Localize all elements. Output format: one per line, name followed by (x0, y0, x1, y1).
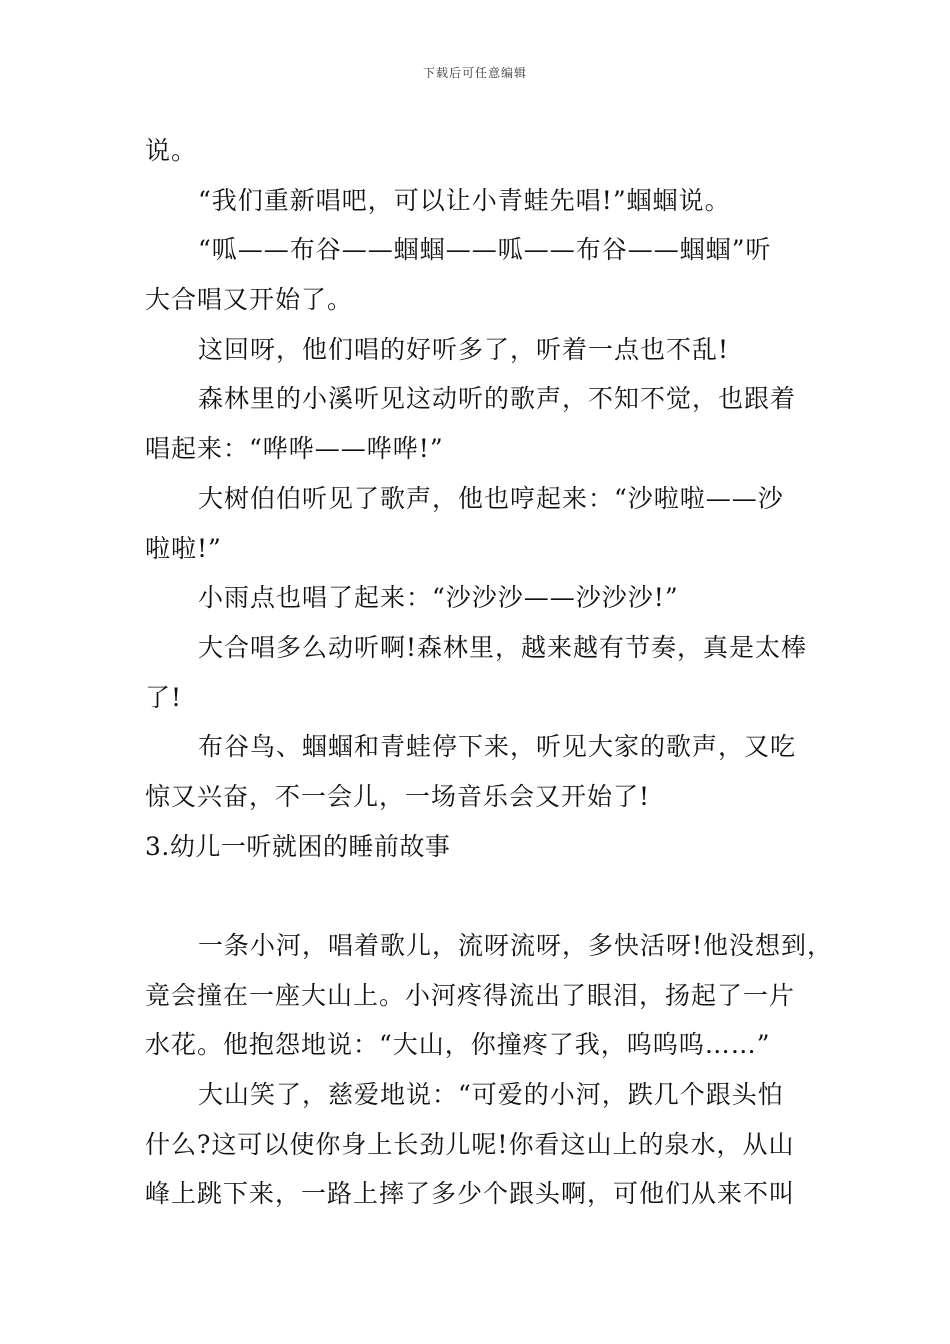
document-body (145, 126, 834, 1219)
text-line: 小雨点也唱了起来：“沙沙沙——沙沙沙!” (198, 583, 679, 613)
text-line: 什么?这可以使你身上长劲儿呢!你看这山上的泉水，从山 (145, 1129, 795, 1159)
text-line: 了! (145, 682, 183, 712)
text-line: 大合唱又开始了。 (145, 285, 354, 315)
text-line: 森林里的小溪听见这动听的歌声，不知不觉，也跟着 (198, 384, 797, 414)
text-line: 峰上跳下来，一路上摔了多少个跟头啊，可他们从来不叫 (145, 1179, 796, 1209)
text-line: 惊又兴奋，不一会儿，一场音乐会又开始了! (145, 781, 651, 811)
section-heading: 3.幼儿一听就困的睡前故事 (145, 831, 451, 861)
text-line: 布谷鸟、蝈蝈和青蛙停下来，听见大家的歌声，又吃 (198, 732, 797, 762)
blank-line (145, 871, 810, 921)
text-line: “呱——布谷——蝈蝈——呱——布谷——蝈蝈”听 (198, 235, 772, 265)
text-line: 唱起来：“哗哗——哗哗!” (145, 434, 444, 464)
text-line: 大合唱多么动听啊!森林里，越来越有节奏，真是太棒 (198, 632, 808, 662)
text-line: 一条小河，唱着歌儿，流呀流呀，多快活呀!他没想到， (198, 931, 834, 960)
text-line: 这回呀，他们唱的好听多了，听着一点也不乱! (198, 334, 730, 364)
text-line: 大树伯伯听见了歌声，他也哼起来：“沙啦啦——沙 (198, 483, 784, 513)
text-line: 说。 (145, 136, 198, 165)
text-line: 啦啦!” (145, 533, 222, 563)
text-line: “我们重新唱吧，可以让小青蛙先唱!”蝈蝈说。 (198, 185, 731, 215)
page-header: 下载后可任意编辑 (422, 66, 527, 80)
text-line: 水花。他抱怨地说：“大山，你撞疼了我，呜呜呜……” (145, 1030, 771, 1060)
text-line: 大山笑了，慈爱地说：“可爱的小河，跌几个跟头怕 (198, 1080, 784, 1110)
text-line: 竟会撞在一座大山上。小河疼得流出了眼泪，扬起了一片 (145, 980, 796, 1010)
